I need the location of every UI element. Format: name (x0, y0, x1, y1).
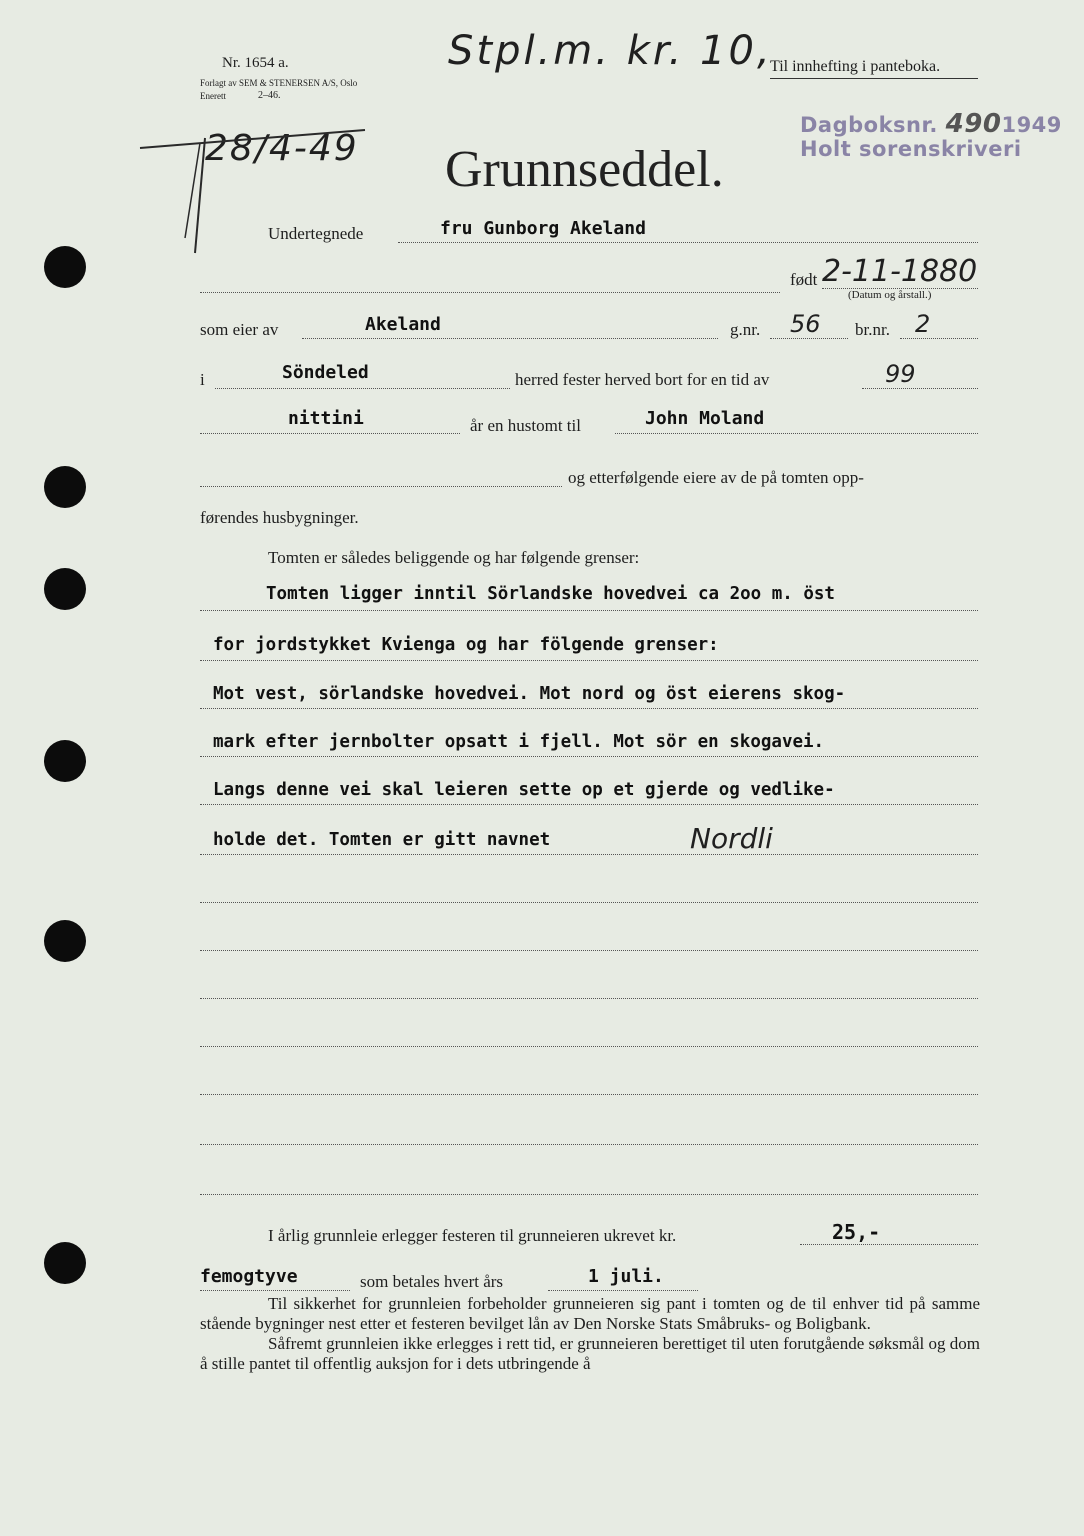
fill-line (200, 950, 978, 951)
legal-paragraph-2: Såfremt grunnleien ikke erlegges i rett tid, er grunneieren berettiget til uten forutgående søksmål og dom å stille pantet til offentlig auksjon for i dets utbringende å (200, 1334, 980, 1373)
form-number: Nr. 1654 a. (222, 55, 289, 71)
punch-hole (44, 1242, 86, 1284)
legal-paragraph-1: Til sikkerhet for grunnleien forbeholder grunneieren sig pant i tomten og de til enhver tid på samme stående bygninger nest etter et festeren bevilget lån av Den Norske Stats Småbruks- og Boligbank. (200, 1294, 980, 1333)
fill-line (200, 1194, 978, 1195)
fill-line (900, 338, 978, 339)
fill-line (200, 610, 978, 611)
fill-line (200, 708, 978, 709)
som-eier-av-label: som eier av (200, 320, 279, 339)
hustomt-text: år en hustomt til (470, 416, 581, 435)
fill-line (215, 388, 510, 389)
herred-text: herred fester herved bort for en tid av (515, 370, 770, 389)
fill-line (200, 854, 978, 855)
gnr-value: 56 (790, 310, 821, 338)
fill-line (615, 433, 978, 434)
fill-line (200, 660, 978, 661)
boundary-line: Mot vest, sörlandske hovedvei. Mot nord og öst eierens skog- (213, 684, 846, 704)
fill-line (200, 1144, 978, 1145)
stamp-year: 1949 (1001, 113, 1062, 137)
brnr-label: br.nr. (855, 320, 890, 339)
handwritten-top-note: Stpl.m. kr. 10, (448, 28, 773, 74)
rent-amount-words: femogtyve (200, 1266, 298, 1287)
fill-line (200, 998, 978, 999)
punch-hole (44, 466, 86, 508)
document-title: Grunnseddel. (445, 141, 724, 198)
stamp-number: 490 (945, 109, 1002, 139)
header-right: Til innhefting i panteboka. (770, 58, 941, 75)
publisher-date: 2–46. (258, 90, 281, 101)
boundary-line: for jordstykket Kvienga og har fölgende grenser: (213, 635, 719, 655)
fill-line (770, 338, 848, 339)
birth-date: 2-11-1880 (822, 254, 978, 289)
etterfolgende-text: og etterfølgende eiere av de på tomten opp- (568, 468, 864, 487)
years-value: 99 (885, 360, 916, 388)
fill-line (200, 292, 780, 293)
fill-line (200, 804, 978, 805)
place-name-handwritten: Nordli (690, 822, 773, 855)
forendes-text: førendes husbygninger. (200, 508, 359, 527)
registry-stamp (800, 109, 1062, 161)
fill-line (200, 902, 978, 903)
punch-hole (44, 740, 86, 782)
handwritten-side-date: 28/4-49 (205, 128, 359, 169)
fill-line (302, 338, 718, 339)
i-label: i (200, 370, 205, 389)
grenser-intro: Tomten er således beliggende og har følgende grenser: (268, 548, 640, 567)
fill-line (200, 1046, 978, 1047)
boundary-line: mark efter jernbolter opsatt i fjell. Mot sör en skogavei. (213, 732, 825, 752)
boundary-line: Langs denne vei skal leieren sette op et gjerde og vedlike- (213, 780, 835, 800)
boundary-line: Tomten ligger inntil Sörlandske hovedvei ca 2oo m. öst (266, 584, 835, 604)
rent-amount: 25,- (832, 1220, 881, 1244)
fill-line (200, 756, 978, 757)
fill-line (862, 388, 978, 389)
rent-sentence: I årlig grunnleie erlegger festeren til grunneieren ukrevet kr. (268, 1226, 677, 1245)
fill-line (800, 1244, 978, 1245)
publisher-line: Forlagt av SEM & STENERSEN A/S, Oslo (200, 78, 358, 88)
eiendom-value: Akeland (365, 314, 441, 335)
fodt-label: født (790, 270, 818, 289)
stamp-line-1 (800, 109, 1062, 139)
brnr-value: 2 (915, 310, 931, 338)
tenant-value: John Moland (645, 408, 765, 429)
stamp-line-2: Holt sorenskriveri (800, 137, 1022, 161)
betales-text: som betales hvert års (360, 1272, 504, 1291)
pen-stroke (130, 118, 380, 268)
publisher-enerett: Enerett (200, 91, 226, 101)
stamp-prefix: Dagboksnr. (800, 113, 938, 137)
punch-hole (44, 568, 86, 610)
fill-line (200, 1094, 978, 1095)
legal-text (200, 1294, 980, 1374)
datum-hint: (Datum og årstall.) (848, 289, 932, 301)
undertegnede-value: fru Gunborg Akeland (440, 218, 646, 239)
rent-due-date: 1 juli. (588, 1266, 664, 1287)
gnr-label: g.nr. (730, 320, 761, 339)
fill-line (200, 1290, 350, 1291)
fill-line (200, 486, 562, 487)
header-underline (770, 78, 978, 79)
fill-line (398, 242, 978, 243)
punch-hole (44, 246, 86, 288)
undertegnede-label: Undertegnede (268, 224, 364, 243)
herred-value: Söndeled (282, 362, 369, 383)
years-words: nittini (288, 408, 364, 429)
boundary-line: holde det. Tomten er gitt navnet (213, 830, 551, 850)
punch-hole (44, 920, 86, 962)
fill-line (548, 1290, 698, 1291)
fill-line (200, 433, 460, 434)
